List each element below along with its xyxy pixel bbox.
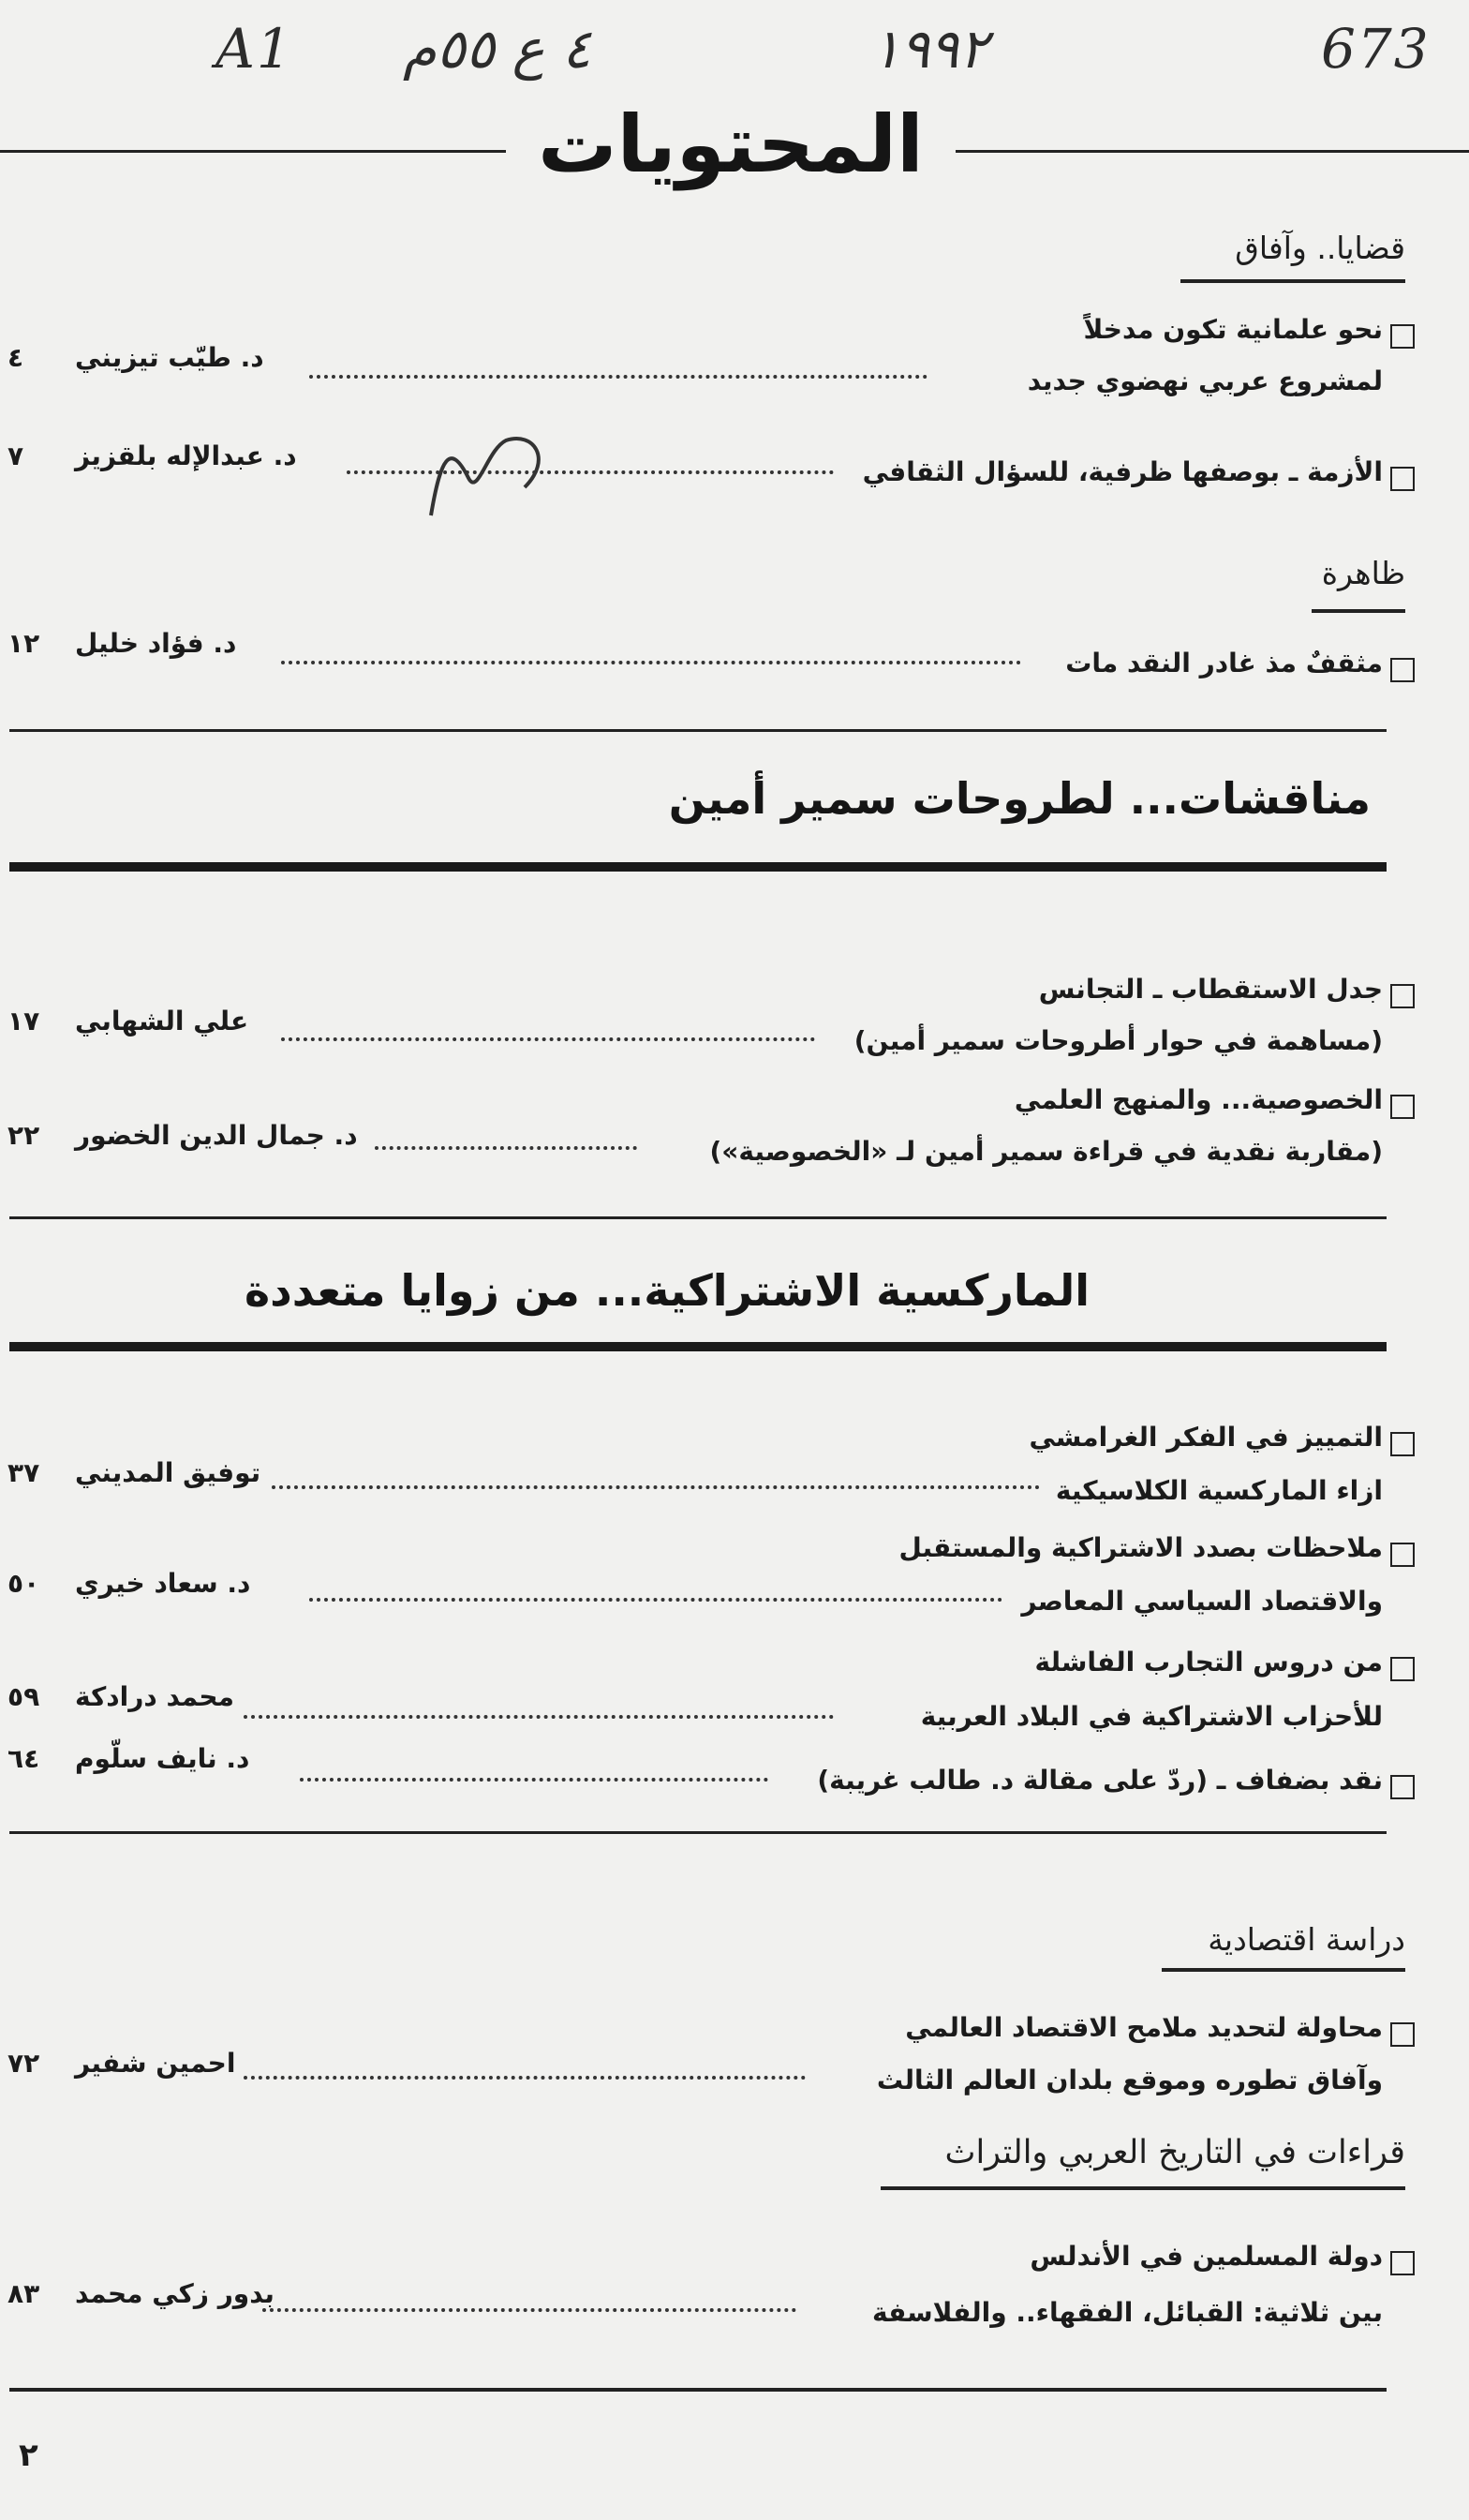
entry-author: د. طيّب تيزيني — [75, 342, 264, 373]
entry-subtitle: (مساهمة في حوار أطروحات سمير أمين) — [853, 1025, 1383, 1056]
entry-page: ١٢ — [7, 628, 40, 659]
section-divider — [9, 1831, 1387, 1834]
handwritten-code: A1 — [215, 17, 293, 81]
entry-title: من دروس التجارب الفاشلة — [1034, 1647, 1383, 1678]
banner-rule — [9, 1342, 1387, 1351]
leader-dots — [300, 1778, 768, 1782]
entry-subtitle: بين ثلاثية: القبائل، الفقهاء.. والفلاسفة — [872, 2297, 1383, 2328]
entry-title: نحو علمانية تكون مدخلاً — [1083, 314, 1383, 345]
leader-dots — [244, 1715, 834, 1719]
section-underline — [1180, 279, 1405, 283]
entry-subtitle: للأحزاب الاشتراكية في البلاد العربية — [920, 1701, 1383, 1732]
section-banner-marxism: الماركسية الاشتراكية... من زوايا متعددة — [244, 1265, 1090, 1316]
entry-title: ملاحظات بصدد الاشتراكية والمستقبل — [898, 1532, 1383, 1563]
entry-page: ١٧ — [7, 1006, 40, 1036]
leader-dots — [309, 1598, 1002, 1602]
banner-rule — [9, 862, 1387, 872]
entry-title: دولة المسلمين في الأندلس — [1030, 2241, 1383, 2272]
entry-author: محمد درادكة — [75, 1681, 234, 1712]
section-divider — [9, 1216, 1387, 1219]
entry-title: الأزمة ـ بوصفها ظرفية، للسؤال الثقافي — [862, 456, 1383, 487]
page-title: المحتويات — [538, 98, 924, 190]
checkbox-icon — [1390, 2022, 1415, 2047]
section-heading-history-heritage: قراءات في التاريخ العربي والتراث — [944, 2134, 1405, 2171]
entry-title: التمييز في الفكر الغرامشي — [1029, 1422, 1383, 1453]
entry-subtitle: (مقاربة نقدية في قراءة سمير أمين لـ «الخصوصية») — [709, 1136, 1383, 1167]
checkbox-icon — [1390, 1543, 1415, 1567]
section-underline — [1162, 1968, 1405, 1972]
entry-author: د. نايف سلّوم — [75, 1743, 250, 1774]
entry-page: ٧٢ — [7, 2048, 40, 2079]
entry-page: ٣٧ — [7, 1457, 40, 1488]
entry-page: ٢٢ — [7, 1120, 40, 1151]
entry-title: مثقفٌ مذ غادر النقد مات — [1065, 648, 1383, 678]
leader-dots — [347, 470, 834, 474]
section-divider — [9, 729, 1387, 732]
checkbox-icon — [1390, 1775, 1415, 1799]
section-heading-phenomenon: ظاهرة — [1321, 555, 1405, 591]
handwritten-notes — [0, 0, 1469, 103]
entry-subtitle: لمشروع عربي نهضوي جديد — [1027, 365, 1383, 396]
entry-author: احمين شفير — [75, 2048, 236, 2079]
entry-author: د. جمال الدين الخضور — [75, 1120, 358, 1151]
page-number: ٢ — [19, 2437, 38, 2474]
section-underline — [881, 2186, 1405, 2190]
title-rule-left — [0, 150, 506, 153]
handwritten-number: 673 — [1321, 17, 1431, 81]
handwritten-marks: ٤ ع ٥٥م — [403, 17, 591, 81]
checkbox-icon — [1390, 324, 1415, 349]
entry-title: نقد بضفاف ـ (ردّ على مقالة د. طالب غريبة) — [817, 1765, 1383, 1796]
entry-author: بدور زكي محمد — [75, 2278, 275, 2309]
checkbox-icon — [1390, 658, 1415, 682]
entry-page: ٤ — [7, 342, 24, 373]
leader-dots — [309, 375, 927, 379]
section-heading-economic-study: دراسة اقتصادية — [1208, 1921, 1405, 1958]
entry-author: د. سعاد خيري — [75, 1568, 251, 1599]
checkbox-icon — [1390, 984, 1415, 1008]
entry-author: توفيق المديني — [75, 1457, 261, 1488]
entry-page: ٥٠ — [7, 1568, 40, 1599]
entry-subtitle: ازاء الماركسية الكلاسيكية — [1055, 1475, 1383, 1506]
entry-page: ٨٣ — [7, 2278, 40, 2309]
entry-title: الخصوصية... والمنهج العلمي — [1014, 1084, 1383, 1115]
leader-dots — [281, 1037, 815, 1041]
entry-page: ٥٩ — [7, 1681, 40, 1712]
entry-title: محاولة لتحديد ملامح الاقتصاد العالمي — [905, 2012, 1383, 2043]
section-underline — [1312, 609, 1405, 613]
entry-subtitle: والاقتصاد السياسي المعاصر — [1021, 1586, 1383, 1617]
entry-subtitle: وآفاق تطوره وموقع بلدان العالم الثالث — [876, 2065, 1383, 2095]
entry-page: ٧ — [7, 440, 24, 471]
entry-author: علي الشهابي — [75, 1006, 249, 1036]
leader-dots — [244, 2076, 806, 2080]
section-banner-samir-amin: مناقشات... لطروحات سمير أمين — [668, 773, 1371, 824]
entry-page: ٦٤ — [7, 1743, 40, 1774]
entry-title: جدل الاستقطاب ـ التجانس — [1038, 974, 1383, 1005]
entry-author: د. فؤاد خليل — [75, 628, 237, 659]
section-heading-issues: قضايا.. وآفاق — [1235, 230, 1405, 266]
leader-dots — [281, 661, 1021, 664]
leader-dots — [375, 1146, 637, 1150]
handwritten-scribble — [412, 422, 581, 534]
entry-author: د. عبدالإله بلقزيز — [75, 440, 297, 471]
checkbox-icon — [1390, 467, 1415, 491]
leader-dots — [262, 2308, 796, 2312]
checkbox-icon — [1390, 1432, 1415, 1456]
checkbox-icon — [1390, 2251, 1415, 2275]
checkbox-icon — [1390, 1657, 1415, 1681]
title-rule-right — [956, 150, 1469, 153]
footer-rule — [9, 2388, 1387, 2392]
handwritten-year: ١٩٩٢ — [871, 17, 988, 81]
checkbox-icon — [1390, 1095, 1415, 1119]
leader-dots — [272, 1485, 1040, 1489]
